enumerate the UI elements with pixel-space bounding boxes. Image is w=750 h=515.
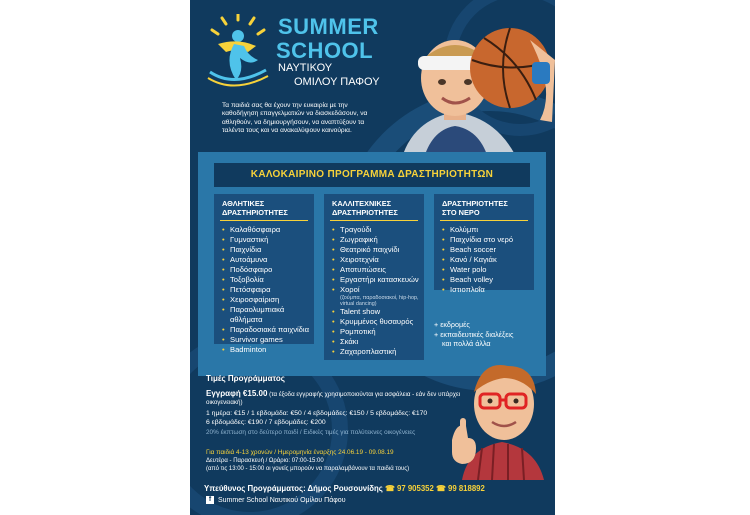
list-item: • Καλαθόσφαιρα — [222, 225, 314, 235]
list-item: • Αποτυπώσεις — [332, 265, 424, 275]
list-item: • Εργαστήρι κατασκευών — [332, 275, 424, 285]
brand-omilou-pafou: ΟΜΙΛΟΥ ΠΑΦΟΥ — [294, 76, 380, 88]
boy-with-basketball-photo — [360, 0, 555, 165]
phone-1[interactable]: 97 905352 — [396, 484, 434, 493]
ages-dates: Για παιδιά 4-13 χρονών / Ημερομηνία έναρξης 24.06.19 - 09.08.19 — [206, 449, 394, 456]
list-item: • Ζωγραφική — [332, 235, 424, 245]
facebook-line — [206, 496, 346, 504]
list-item: • Κρυμμένος θυσαυρός — [332, 317, 424, 327]
arts-list — [324, 225, 424, 357]
divider — [220, 220, 308, 221]
facebook-icon: f — [206, 496, 214, 504]
list-item: • Survivor games — [222, 335, 314, 345]
boy-with-glasses-photo — [452, 352, 552, 480]
phone-icon: ☎ — [436, 484, 446, 493]
list-item: • Κανό / Καγιάκ — [442, 255, 534, 265]
column-heading: ΑΘΛΗΤΙΚΕΣ ΔΡΑΣΤΗΡΙΟΤΗΤΕΣ — [222, 199, 288, 217]
list-item: • Water polo — [442, 265, 534, 275]
list-item: • Ποδόσφαιρο — [222, 265, 314, 275]
column-heading: ΔΡΑΣΤΗΡΙΟΤΗΤΕΣ ΣΤΟ ΝΕΡΟ — [442, 199, 508, 217]
list-item: • Beach soccer — [442, 245, 534, 255]
extra-item: + εκδρομές — [434, 320, 470, 329]
column-heading: ΚΑΛΛΙΤΕΧΝΙΚΕΣ ΔΡΑΣΤΗΡΙΟΤΗΤΕΣ — [332, 199, 398, 217]
registration-fee: Εγγραφή €15.00 (τα έξοδα εγγραφής χρησιμοποιούνται για ασφάλεια - εάν δεν υπάρχει οικογενειακή) — [206, 389, 461, 406]
program-title: ΚΑΛΟΚΑΙΡΙΝΟ ΠΡΟΓΡΑΜΜΑ ΔΡΑΣΤΗΡΙΟΤΗΤΩΝ — [214, 163, 530, 187]
price-line-2: 6 εβδομάδες: €190 / 7 εβδομάδες: €200 — [206, 419, 326, 426]
column-water — [434, 194, 534, 294]
column-arts — [324, 194, 424, 360]
column-sports — [214, 194, 314, 354]
list-item: • Τραγούδι — [332, 225, 424, 235]
water-list — [434, 225, 534, 295]
price-line-1: 1 ημέρα: €15 / 1 εβδομάδα: €50 / 4 εβδομάδες: €150 / 5 εβδομάδες: €170 — [206, 410, 428, 417]
sports-list — [214, 225, 314, 355]
phone-icon: ☎ — [385, 484, 395, 493]
list-item: • Κολύμπι — [442, 225, 534, 235]
list-item: • Πετόσφαιρα — [222, 285, 314, 295]
list-item: • Παραδοσιακά παιχνίδια — [222, 325, 314, 335]
list-item: • Talent show — [332, 307, 424, 317]
extra-item: και πολλά άλλα — [442, 339, 491, 348]
extras — [434, 320, 544, 349]
facebook-page-link[interactable]: Summer School Ναυτικού Ομίλου Πάφου — [218, 496, 346, 504]
list-item: • Ιστιοπλοΐα — [442, 285, 534, 295]
list-item: • Παιχνίδια — [222, 245, 314, 255]
summer-school-logo-icon — [204, 14, 272, 88]
list-item: • Χειροτεχνία — [332, 255, 424, 265]
list-item: • Beach volley — [442, 275, 534, 285]
list-item: • Αυτοάμυνα — [222, 255, 314, 265]
hours-text: Δευτέρα - Παρασκευή / Ωράριο: 07:00-15:00 (από τις 13:00 - 15:00 οι γονείς μπορούν να παραλαμβάνουν τα παιδιά τους) — [206, 458, 410, 472]
list-item: • Παιχνίδια στο νερό — [442, 235, 534, 245]
divider — [330, 220, 418, 221]
extra-item: + εκπαιδευτικές διαλέξεις — [434, 329, 514, 339]
list-item: • Σκάκι — [332, 337, 424, 347]
poster — [190, 0, 555, 515]
list-item: • Ρομποτική — [332, 327, 424, 337]
divider — [440, 220, 528, 221]
list-item: • Θεατρικό παιχνίδι — [332, 245, 424, 255]
list-item: • Γυμναστική — [222, 235, 314, 245]
prices-heading: Τιμές Προγράμματος — [206, 374, 285, 383]
list-item: • Τοξοβολία — [222, 275, 314, 285]
contact-line: Υπεύθυνος Προγράμματος: Δήμος Ρουσουνίδης ☎ 97 905352 ☎ 99 818892 — [204, 484, 485, 493]
brand-nautikou: ΝΑΥΤΙΚΟΥ — [278, 62, 333, 74]
list-item: • Χοροί (ζούμπα, παραδοσιακοί, hip-hop, virtual dancing) — [332, 285, 424, 307]
list-item: • Badminton — [222, 345, 314, 355]
list-item: • Ζαχαροπλαστική — [332, 347, 424, 357]
intro-text: Τα παιδιά σας θα έχουν την ευκαιρία με την καθοδήγηση επαγγελματιών να διασκεδάσουν, να αθληθούν, να δημιουργήσουν, να αναπτύξουν τα ταλέντα τους και να ανακαλύψουν καινούρια. — [222, 102, 368, 135]
brand-school: SCHOOL — [276, 38, 374, 63]
brand-summer: SUMMER — [278, 14, 379, 39]
list-item: • Παραολυμπιακά αθλήματα — [222, 305, 314, 325]
discount-text: 20% έκπτωση στο δεύτερο παιδί / Ειδικές τιμές για πολύτεκνες οικογένειες — [206, 429, 416, 436]
phone-2[interactable]: 99 818892 — [447, 484, 485, 493]
dance-note: (ζούμπα, παραδοσιακοί, hip-hop, virtual dancing) — [340, 295, 419, 307]
list-item: • Χειροσφαίριση — [222, 295, 314, 305]
